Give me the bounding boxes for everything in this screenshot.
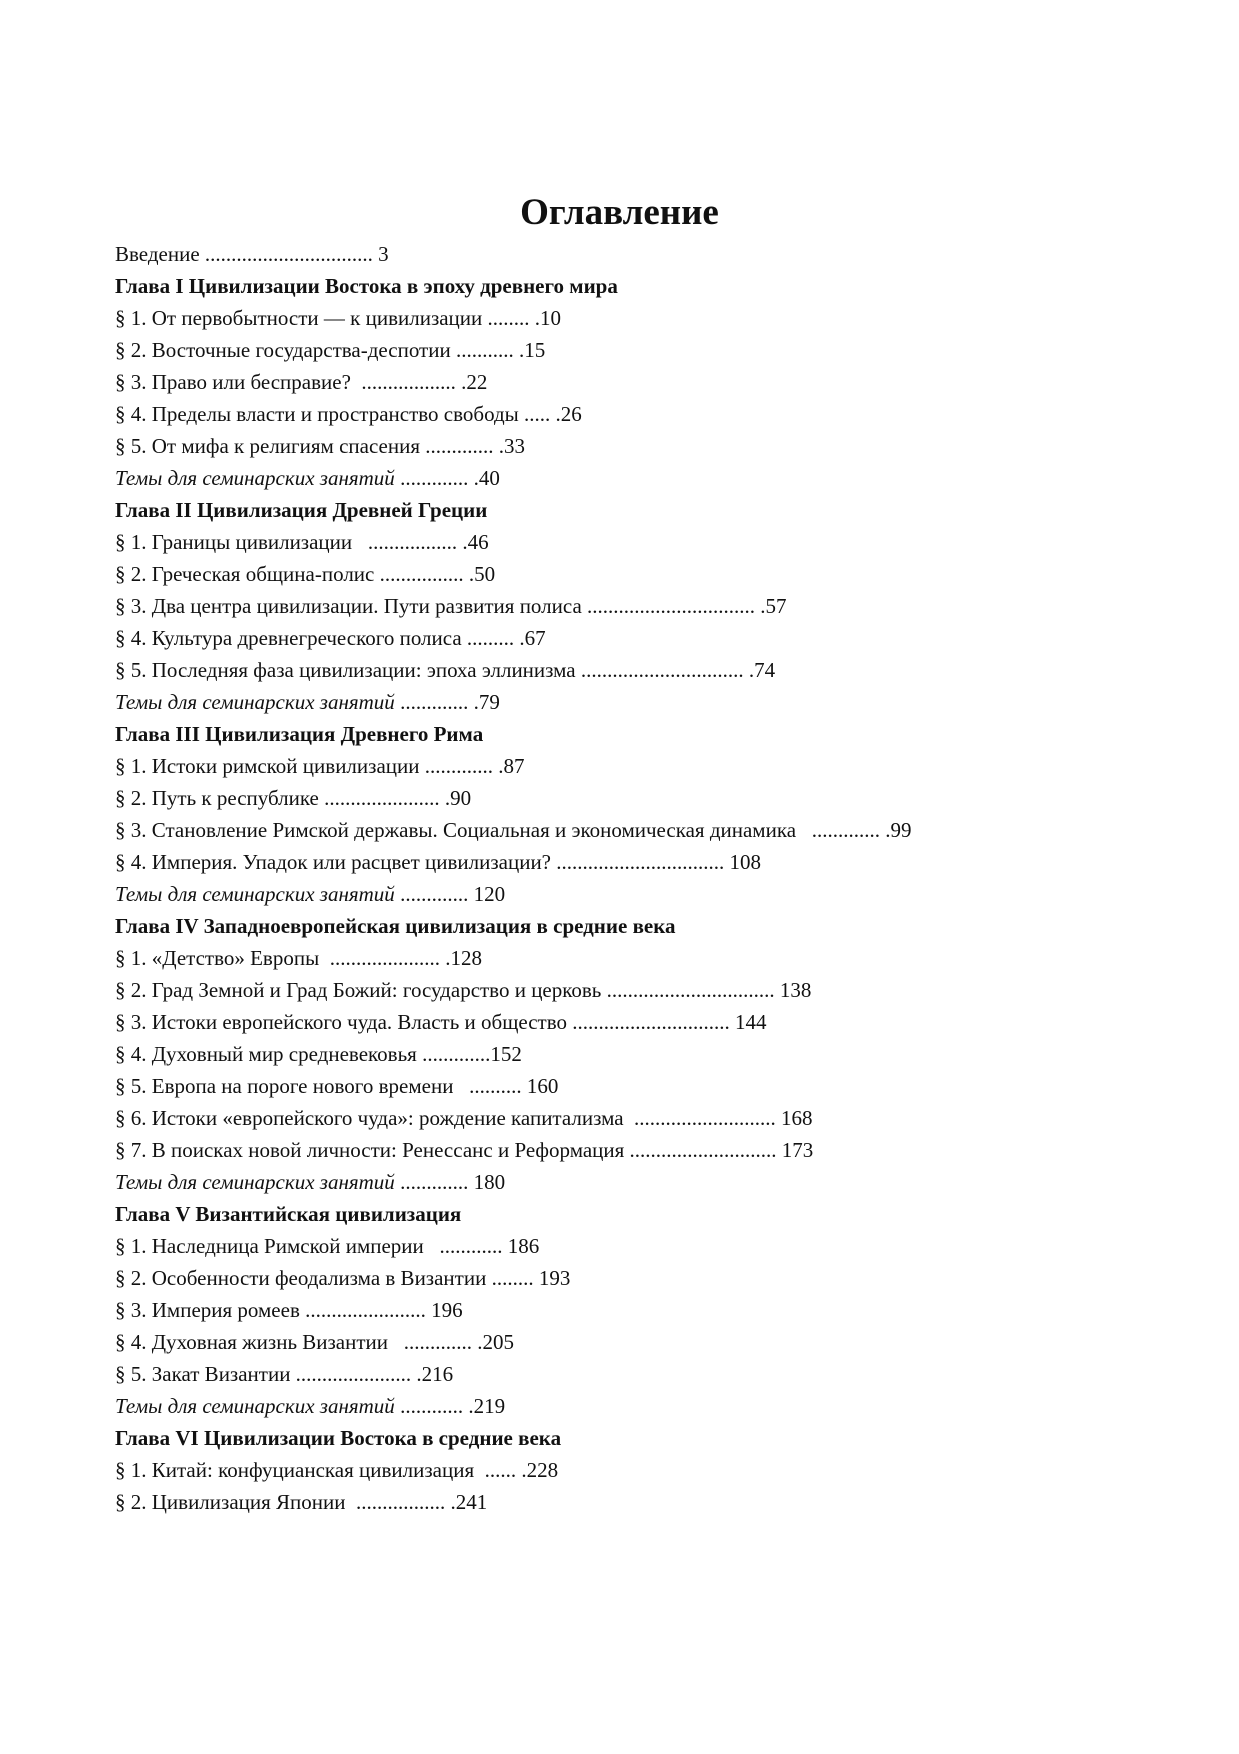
toc-entry-label: Темы для семинарских занятий <box>115 882 395 906</box>
page-title: Оглавление <box>520 192 719 233</box>
toc-entry: § 4. Империя. Упадок или расцвет цивилизации? ................................ 108 <box>115 850 762 874</box>
toc-page-leader: ............. .40 <box>394 466 500 490</box>
toc-chapter-heading: Глава II Цивилизация Древней Греции <box>115 498 488 522</box>
toc-entry: § 4. Духовный мир средневековья .............152 <box>115 1042 522 1066</box>
toc-entry: § 1. Китай: конфуцианская цивилизация ...... .228 <box>115 1458 559 1482</box>
toc-entry: § 2. Путь к республике ...................... .90 <box>115 786 472 810</box>
toc-entry: Введение ................................ 3 <box>115 242 389 266</box>
toc-entry: § 5. Европа на пороге нового времени .......... 160 <box>115 1074 559 1098</box>
table-of-contents <box>115 238 912 1518</box>
toc-seminar-topics-entry <box>115 686 912 718</box>
toc-entry: § 1. От первобытности — к цивилизации ........ .10 <box>115 306 562 330</box>
toc-entry: § 3. Право или бесправие? .................. .22 <box>115 370 488 394</box>
toc-entry: § 2. Цивилизация Японии ................. .241 <box>115 1490 488 1514</box>
toc-entry: § 1. Границы цивилизации ................. .46 <box>115 530 489 554</box>
toc-entry: § 3. Два центра цивилизации. Пути развития полиса ................................ .57 <box>115 594 787 618</box>
toc-chapter-heading: Глава I Цивилизации Востока в эпоху древнего мира <box>115 274 618 298</box>
toc-entry: § 4. Культура древнегреческого полиса ......... .67 <box>115 626 546 650</box>
toc-chapter-heading: Глава IV Западноевропейская цивилизация в средние века <box>115 914 676 938</box>
toc-entry: § 5. От мифа к религиям спасения ............. .33 <box>115 434 526 458</box>
toc-entry: § 5. Закат Византии ...................... .216 <box>115 1362 454 1386</box>
toc-page-leader: ............. .79 <box>394 690 500 714</box>
toc-page-leader: ............. 180 <box>394 1170 506 1194</box>
toc-entry: § 3. Империя ромеев ....................... 196 <box>115 1298 463 1322</box>
toc-entry: § 3. Становление Римской державы. Социальная и экономическая динамика ............. .99 <box>115 818 912 842</box>
toc-page-leader: ............ .219 <box>394 1394 506 1418</box>
toc-entry: § 2. Греческая община-полис ................ .50 <box>115 562 496 586</box>
toc-chapter-heading: Глава III Цивилизация Древнего Рима <box>115 722 484 746</box>
toc-entry: § 7. В поисках новой личности: Ренессанс и Реформация ............................ 173 <box>115 1138 814 1162</box>
toc-seminar-topics-entry <box>115 1390 912 1422</box>
toc-entry-label: Темы для семинарских занятий <box>115 1394 395 1418</box>
toc-entry: § 4. Духовная жизнь Византии ............. .205 <box>115 1330 515 1354</box>
toc-seminar-topics-entry <box>115 462 912 494</box>
toc-entry: § 2. Град Земной и Град Божий: государство и церковь ................................ 138 <box>115 978 812 1002</box>
toc-seminar-topics-entry <box>115 1166 912 1198</box>
toc-chapter-heading: Глава VI Цивилизации Востока в средние века <box>115 1426 562 1450</box>
toc-entry: § 3. Истоки европейского чуда. Власть и общество .............................. 144 <box>115 1010 767 1034</box>
toc-entry-label: Темы для семинарских занятий <box>115 466 395 490</box>
toc-page-leader: ............. 120 <box>394 882 506 906</box>
toc-entry-label: Темы для семинарских занятий <box>115 1170 395 1194</box>
toc-entry: § 6. Истоки «европейского чуда»: рождение капитализма ........................... 168 <box>115 1106 813 1130</box>
toc-chapter-heading: Глава V Византийская цивилизация <box>115 1202 462 1226</box>
toc-entry: § 2. Особенности феодализма в Византии ........ 193 <box>115 1266 571 1290</box>
toc-entry: § 1. Наследница Римской империи ............ 186 <box>115 1234 540 1258</box>
toc-entry: § 1. «Детство» Европы ..................... .128 <box>115 946 482 970</box>
toc-entry: § 2. Восточные государства-деспотии ........... .15 <box>115 338 546 362</box>
toc-entry: § 5. Последняя фаза цивилизации: эпоха эллинизма ............................... .74 <box>115 658 776 682</box>
toc-entry-label: Темы для семинарских занятий <box>115 690 395 714</box>
toc-entry: § 1. Истоки римской цивилизации ............. .87 <box>115 754 525 778</box>
toc-seminar-topics-entry <box>115 878 912 910</box>
toc-entry: § 4. Пределы власти и пространство свободы ..... .26 <box>115 402 582 426</box>
